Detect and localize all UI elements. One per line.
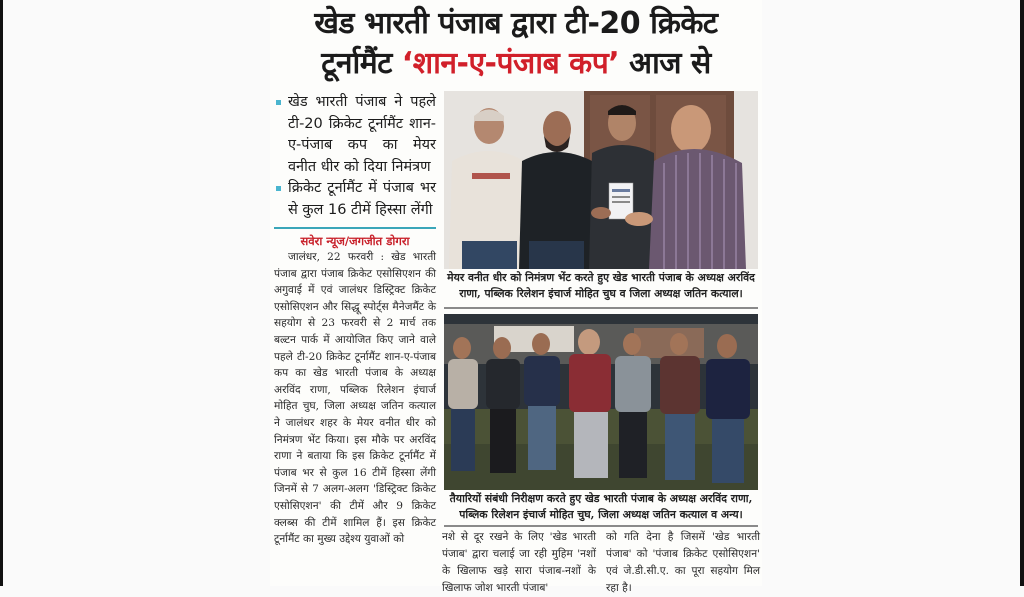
left-column (274, 92, 436, 548)
byline: सवेरा न्यूज/जगजीत डोगरा (300, 234, 410, 248)
highlight-item (274, 92, 436, 178)
headline-line-2-end: आज से (619, 46, 711, 81)
headline-line-1: खेड भारती पंजाब द्वारा टी-20 क्रिकेट (314, 6, 718, 41)
photo-invitation-image (444, 91, 758, 269)
continued-column-1: नशे से दूर रखने के लिए 'खेड भारती पंजाब' द्वारा चलाई जा रही मुहिम 'नशों के खिलाफ खड़े सारा पंजाब-नशों के खिलाफ जोश भारती पंजाब' (442, 531, 596, 594)
screen-edge-right (1020, 0, 1024, 586)
highlight-text: क्रिकेट टूर्नामैंट में पंजाब भर से कुल 16 टीमें हिस्सा लेंगी (288, 180, 436, 218)
divider (444, 307, 758, 309)
divider (274, 227, 436, 229)
photo-inspection-caption: तैयारियों संबंधी निरीक्षण करते हुए खेड भारती पंजाब के अध्यक्ष अरविंद राणा, पब्लिक रिलेशन इंचार्ज मोहित चुघ, जिला अध्यक्ष जतिन कत्याल व अन्य। (449, 492, 753, 521)
photo-invitation-caption: मेयर वनीत धीर को निमंत्रण भेंट करते हुए खेड भारती पंजाब के अध्यक्ष अरविंद राणा, पब्लिक रिलेशन इंचार्ज मोहित चुघ व जिला अध्यक्ष जतिन कत्याल। (447, 271, 755, 300)
newspaper-clipping (270, 0, 762, 594)
highlight-item (274, 178, 436, 221)
screen-edge-left (0, 0, 3, 586)
photo-inspection (444, 314, 758, 490)
continued-column-2: को गति देना है जिसमें 'खेड भारती पंजाब' को 'पंजाब क्रिकेट एसोसिएशन' एवं जे.डी.सी.ए. का पूरा सहयोग मिल रहा है। (606, 531, 760, 594)
photo-invitation (444, 91, 758, 269)
headline-highlight: ‘शान-ए-पंजाब कप’ (401, 46, 620, 81)
bullet-icon (276, 186, 281, 191)
divider (444, 525, 758, 527)
continued-columns (442, 529, 760, 597)
bullet-icon (276, 100, 281, 105)
headline-line-2-start: टूर्नामैंट (321, 46, 402, 81)
highlight-text: खेड भारती पंजाब ने पहले टी-20 क्रिकेट टूर्नामैंट शान-ए-पंजाब कप का मेयर वनीत धीर को दिया निमंत्रण (288, 94, 436, 175)
headline-line-2 (270, 44, 762, 84)
article-body: जालंधर, 22 फरवरी : खेड भारती पंजाब द्वारा पंजाब क्रिकेट एसोसिएशन की अगुवाई में एवं जालंधर डिस्ट्रिक्ट क्रिकेट एसोसिएशन और सिद्धू स्पोर्ट्स मैनेजमैंट के सहयोग से 23 फरवरी से 2 मार्च तक बल्र्टन पार्क में आयोजित किए जाने वाले पहले टी-20 क्रिकेट टूर्नामैंट शान-ए-पंजाब कप का खेड भारती पंजाब के अध्यक्ष अरविंद राणा, पब्लिक रिलेशन इंचार्ज मोहित चुघ, जिला अध्यक्ष जतिन कत्याल ने जालंधर शहर के मेयर वनीत धीर को निमंत्रण भेंट किया। इस मौके पर अरविंद राणा ने बताया कि इस क्रिकेट टूर्नामैंट में पंजाब भर से कुल 16 टीमें हिस्सा लेंगी जिनमें से 7 अलग-अलग 'डिस्ट्रिक्ट क्रिकेट एसोसिएशन' की टीमें और 9 क्रिकेट क्लब्स की टीमें शामिल हैं। इस क्रिकेट टूर्नामैंट का मुख्य उद्देश्य युवाओं को (274, 251, 436, 546)
headline (270, 4, 762, 84)
photo-inspection-image (444, 314, 758, 490)
